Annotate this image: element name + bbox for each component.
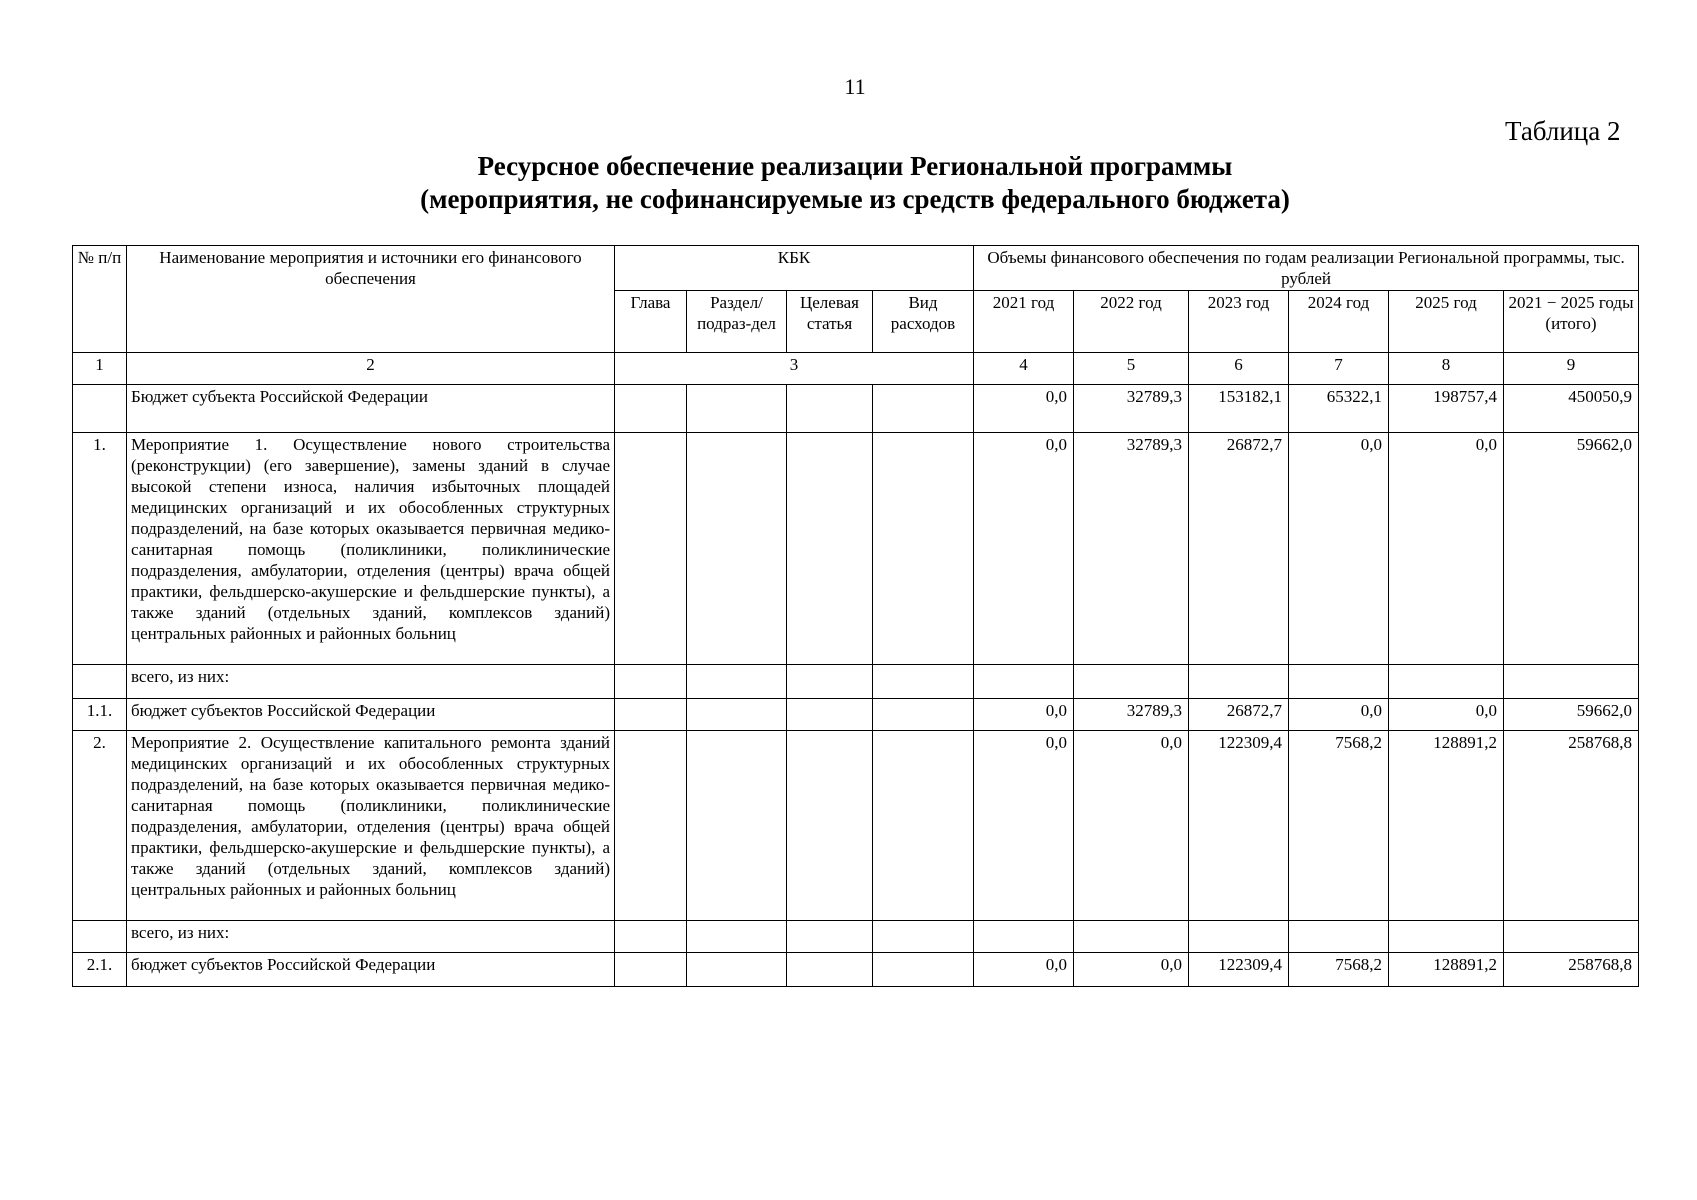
header-year-total: 2021 − 2025 годы (итого) xyxy=(1504,291,1639,353)
value-cell: 32789,3 xyxy=(1074,433,1189,665)
kbk-cell xyxy=(787,921,873,953)
kbk-cell xyxy=(615,699,687,731)
value-cell xyxy=(1189,665,1289,699)
row-name: Бюджет субъекта Российской Федерации xyxy=(127,385,615,433)
row-number: 2.1. xyxy=(73,953,127,987)
column-number: 2 xyxy=(127,353,615,385)
column-number: 7 xyxy=(1289,353,1389,385)
page-title xyxy=(0,150,1697,216)
kbk-cell xyxy=(787,953,873,987)
kbk-cell xyxy=(687,433,787,665)
kbk-cell xyxy=(615,433,687,665)
value-cell: 258768,8 xyxy=(1504,953,1639,987)
value-cell: 32789,3 xyxy=(1074,385,1189,433)
row-number: 2. xyxy=(73,731,127,921)
row-name: всего, из них: xyxy=(127,665,615,699)
value-cell: 258768,8 xyxy=(1504,731,1639,921)
kbk-cell xyxy=(687,385,787,433)
column-number: 5 xyxy=(1074,353,1189,385)
value-cell: 0,0 xyxy=(1389,699,1504,731)
kbk-cell xyxy=(873,665,974,699)
kbk-cell xyxy=(787,433,873,665)
value-cell xyxy=(974,665,1074,699)
table-row xyxy=(73,665,1639,699)
kbk-cell xyxy=(687,731,787,921)
row-number xyxy=(73,921,127,953)
header-kbk-chapter: Глава xyxy=(615,291,687,353)
value-cell xyxy=(1189,921,1289,953)
table-row xyxy=(73,953,1639,987)
value-cell: 0,0 xyxy=(1289,433,1389,665)
kbk-cell xyxy=(873,921,974,953)
value-cell xyxy=(1389,665,1504,699)
column-number-row xyxy=(73,353,1639,385)
value-cell: 32789,3 xyxy=(1074,699,1189,731)
column-number: 4 xyxy=(974,353,1074,385)
kbk-cell xyxy=(615,385,687,433)
value-cell xyxy=(1389,921,1504,953)
table-row xyxy=(73,385,1639,433)
kbk-cell xyxy=(873,731,974,921)
header-year-2021: 2021 год xyxy=(974,291,1074,353)
header-name: Наименование мероприятия и источники его финансового обеспечения xyxy=(127,246,615,353)
header-kbk-type: Вид расходов xyxy=(873,291,974,353)
row-number: 1.1. xyxy=(73,699,127,731)
kbk-cell xyxy=(787,731,873,921)
table-row xyxy=(73,433,1639,665)
kbk-cell xyxy=(615,921,687,953)
value-cell: 128891,2 xyxy=(1389,953,1504,987)
table-row xyxy=(73,731,1639,921)
value-cell: 450050,9 xyxy=(1504,385,1639,433)
kbk-cell xyxy=(787,699,873,731)
column-number: 8 xyxy=(1389,353,1504,385)
value-cell: 153182,1 xyxy=(1189,385,1289,433)
value-cell xyxy=(1289,921,1389,953)
page-number: 11 xyxy=(844,74,866,99)
table-body xyxy=(73,385,1639,987)
value-cell xyxy=(1289,665,1389,699)
title-line-1: Ресурсное обеспечение реализации Региональной программы xyxy=(477,151,1233,181)
table-row xyxy=(73,699,1639,731)
header-num: № п/п xyxy=(73,246,127,353)
header-kbk-section: Раздел/ подраз-дел xyxy=(687,291,787,353)
header-kbk: КБК xyxy=(615,246,974,291)
kbk-cell xyxy=(615,953,687,987)
value-cell: 0,0 xyxy=(974,953,1074,987)
value-cell: 7568,2 xyxy=(1289,731,1389,921)
value-cell xyxy=(1504,921,1639,953)
header-year-2022: 2022 год xyxy=(1074,291,1189,353)
value-cell: 0,0 xyxy=(1074,953,1189,987)
value-cell xyxy=(974,921,1074,953)
table-row xyxy=(73,921,1639,953)
value-cell: 59662,0 xyxy=(1504,699,1639,731)
value-cell: 0,0 xyxy=(1289,699,1389,731)
header-year-2025: 2025 год xyxy=(1389,291,1504,353)
value-cell: 0,0 xyxy=(974,731,1074,921)
kbk-cell xyxy=(687,953,787,987)
column-number: 1 xyxy=(73,353,127,385)
kbk-cell xyxy=(873,385,974,433)
row-name: Мероприятие 1. Осуществление нового строительства (реконструкции) (его завершение), замены зданий в случае высокой степени износа, наличия избыточных площадей медицинских организаций и их обособленных структурных подразделений, на базе которых оказывается первичная медико-санитарная помощь (поликлиники, поликлинические подразделения, амбулатории, отделения (центры) врача общей практики, фельдшерско-акушерские и фельдшерские пункты), а также зданий (отдельных зданий, комплексов зданий) центральных районных и районных больниц xyxy=(127,433,615,665)
value-cell: 122309,4 xyxy=(1189,953,1289,987)
column-number: 6 xyxy=(1189,353,1289,385)
value-cell: 198757,4 xyxy=(1389,385,1504,433)
kbk-cell xyxy=(787,665,873,699)
row-name: бюджет субъектов Российской Федерации xyxy=(127,953,615,987)
resource-table xyxy=(72,245,1639,987)
kbk-cell xyxy=(615,665,687,699)
header-year-2023: 2023 год xyxy=(1189,291,1289,353)
kbk-cell xyxy=(687,665,787,699)
column-number: 9 xyxy=(1504,353,1639,385)
value-cell: 59662,0 xyxy=(1504,433,1639,665)
kbk-cell xyxy=(687,699,787,731)
value-cell: 0,0 xyxy=(974,433,1074,665)
column-number: 3 xyxy=(615,353,974,385)
title-line-2: (мероприятия, не софинансируемые из средств федерального бюджета) xyxy=(420,184,1290,214)
value-cell: 65322,1 xyxy=(1289,385,1389,433)
kbk-cell xyxy=(687,921,787,953)
row-number: 1. xyxy=(73,433,127,665)
row-number xyxy=(73,665,127,699)
value-cell xyxy=(1504,665,1639,699)
kbk-cell xyxy=(873,699,974,731)
value-cell: 7568,2 xyxy=(1289,953,1389,987)
kbk-cell xyxy=(873,433,974,665)
value-cell: 122309,4 xyxy=(1189,731,1289,921)
value-cell xyxy=(1074,665,1189,699)
header-kbk-target: Целевая статья xyxy=(787,291,873,353)
kbk-cell xyxy=(873,953,974,987)
kbk-cell xyxy=(615,731,687,921)
value-cell: 26872,7 xyxy=(1189,699,1289,731)
header-row-1 xyxy=(73,246,1639,291)
row-name: бюджет субъектов Российской Федерации xyxy=(127,699,615,731)
value-cell xyxy=(1074,921,1189,953)
value-cell: 128891,2 xyxy=(1389,731,1504,921)
value-cell: 0,0 xyxy=(974,385,1074,433)
table-label: Таблица 2 xyxy=(1505,116,1621,146)
value-cell: 0,0 xyxy=(974,699,1074,731)
value-cell: 0,0 xyxy=(1389,433,1504,665)
row-name: всего, из них: xyxy=(127,921,615,953)
row-name: Мероприятие 2. Осуществление капитального ремонта зданий медицинских организаций и их обособленных структурных подразделений, на базе которых оказывается первичная медико-санитарная помощь (поликлиники, поликлинические подразделения, амбулатории, отделения (центры) врача общей практики, фельдшерско-акушерские и фельдшерские пункты), а также зданий (отдельных зданий, комплексов зданий) центральных районных и районных больниц xyxy=(127,731,615,921)
header-volumes: Объемы финансового обеспечения по годам реализации Региональной программы, тыс. рублей xyxy=(974,246,1639,291)
value-cell: 26872,7 xyxy=(1189,433,1289,665)
value-cell: 0,0 xyxy=(1074,731,1189,921)
header-year-2024: 2024 год xyxy=(1289,291,1389,353)
row-number xyxy=(73,385,127,433)
kbk-cell xyxy=(787,385,873,433)
